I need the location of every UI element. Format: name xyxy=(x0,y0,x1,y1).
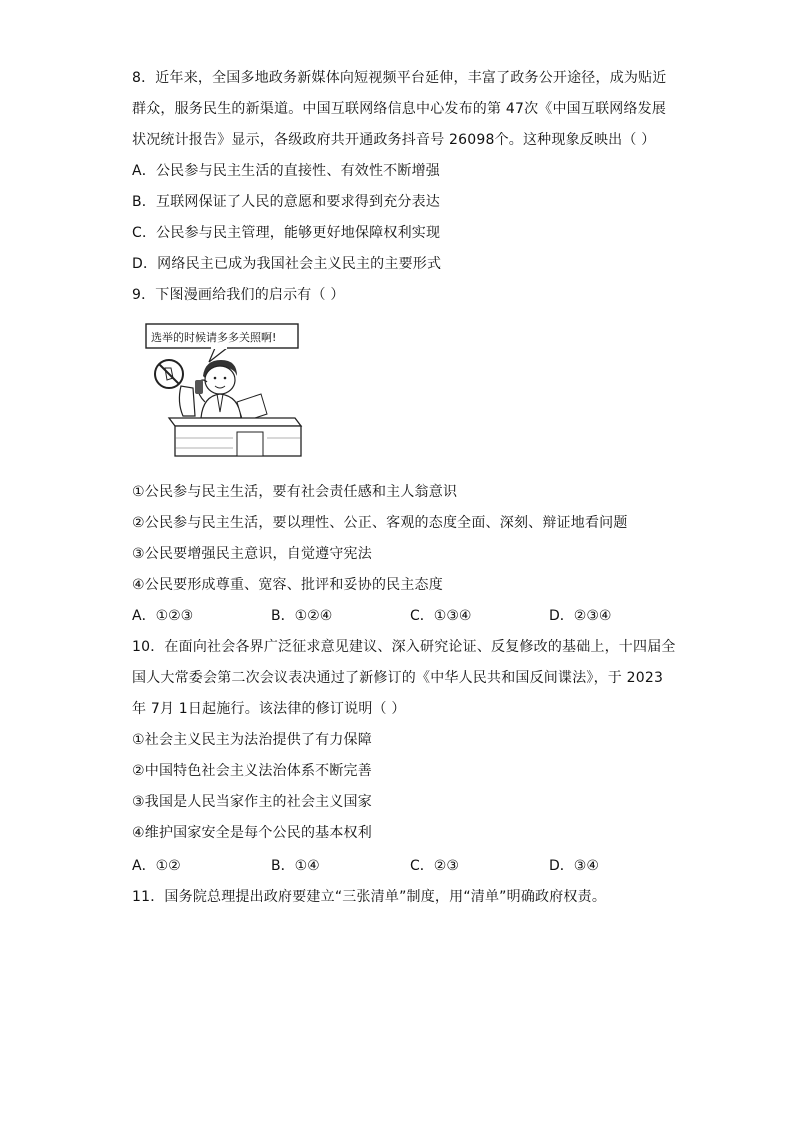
q10-statement-1: ①社会主义民主为法治提供了有力保障 xyxy=(132,732,372,748)
q8-option-b: B．互联网保证了人民的意愿和要求得到充分表达 xyxy=(132,194,441,210)
prohibition-sign-icon xyxy=(155,360,183,388)
q10-statement-2: ②中国特色社会主义法治体系不断完善 xyxy=(132,763,372,779)
q10-choice-a: A．①② xyxy=(132,858,181,874)
q10-stem-line-2: 国人大常委会第二次会议表决通过了新修订的《中华人民共和国反间谍法》，于 2023 xyxy=(132,670,664,686)
q9-choice-a: A．①②③ xyxy=(132,608,194,624)
q10-choice-c: C．②③ xyxy=(410,858,459,874)
q9-stem: 9．下图漫画给我们的启示有（ ） xyxy=(132,287,345,303)
q10-stem-line-3: 年 7月 1日起施行。该法律的修订说明（ ） xyxy=(132,701,406,717)
q10-statement-4: ④维护国家安全是每个公民的基本权利 xyxy=(132,825,372,841)
q10-choice-b: B．①④ xyxy=(271,858,320,874)
q9-statement-2: ②公民参与民主生活，要以理性、公正、客观的态度全面、深刻、辩证地看问题 xyxy=(132,515,628,531)
q8-option-c: C．公民参与民主管理，能够更好地保障权利实现 xyxy=(132,225,441,241)
q8-stem-line-2: 群众，服务民生的新渠道。中国互联网络信息中心发布的第 47次《中国互联网络发展 xyxy=(132,101,667,117)
q8-stem-line-1: 8．近年来，全国多地政务新媒体向短视频平台延伸，丰富了政务公开途径，成为贴近 xyxy=(132,70,667,86)
q9-choice-c: C．①③④ xyxy=(410,608,472,624)
q10-choice-d: D．③④ xyxy=(549,858,599,874)
cartoon-caption: 选举的时候请多多关照啊! xyxy=(151,331,277,344)
q10-statement-3: ③我国是人民当家作主的社会主义国家 xyxy=(132,794,372,810)
q9-statement-3: ③公民要增强民主意识，自觉遵守宪法 xyxy=(132,546,372,562)
q9-choice-b: B．①②④ xyxy=(271,608,333,624)
desk xyxy=(169,418,301,456)
q11-stem: 11．国务院总理提出政府要建立“三张清单”制度，用“清单”明确政府权责。 xyxy=(132,889,607,905)
q10-stem-line-1: 10．在面向社会各界广泛征求意见建议、深入研究论证、反复修改的基础上，十四届全 xyxy=(132,639,676,655)
q8-option-d: D．网络民主已成为我国社会主义民主的主要形式 xyxy=(132,256,442,272)
q8-stem-line-3: 状况统计报告》显示，各级政府共开通政务抖音号 26098个。这种现象反映出（ ） xyxy=(132,132,656,148)
official-figure xyxy=(179,360,267,422)
q8-option-a: A．公民参与民主生活的直接性、有效性不断增强 xyxy=(132,163,440,179)
q9-statement-1: ①公民参与民主生活，要有社会责任感和主人翁意识 xyxy=(132,484,458,500)
cartoon-illustration xyxy=(145,322,307,460)
q9-statement-4: ④公民要形成尊重、宽容、批评和妥协的民主态度 xyxy=(132,577,443,593)
q9-choice-d: D．②③④ xyxy=(549,608,612,624)
